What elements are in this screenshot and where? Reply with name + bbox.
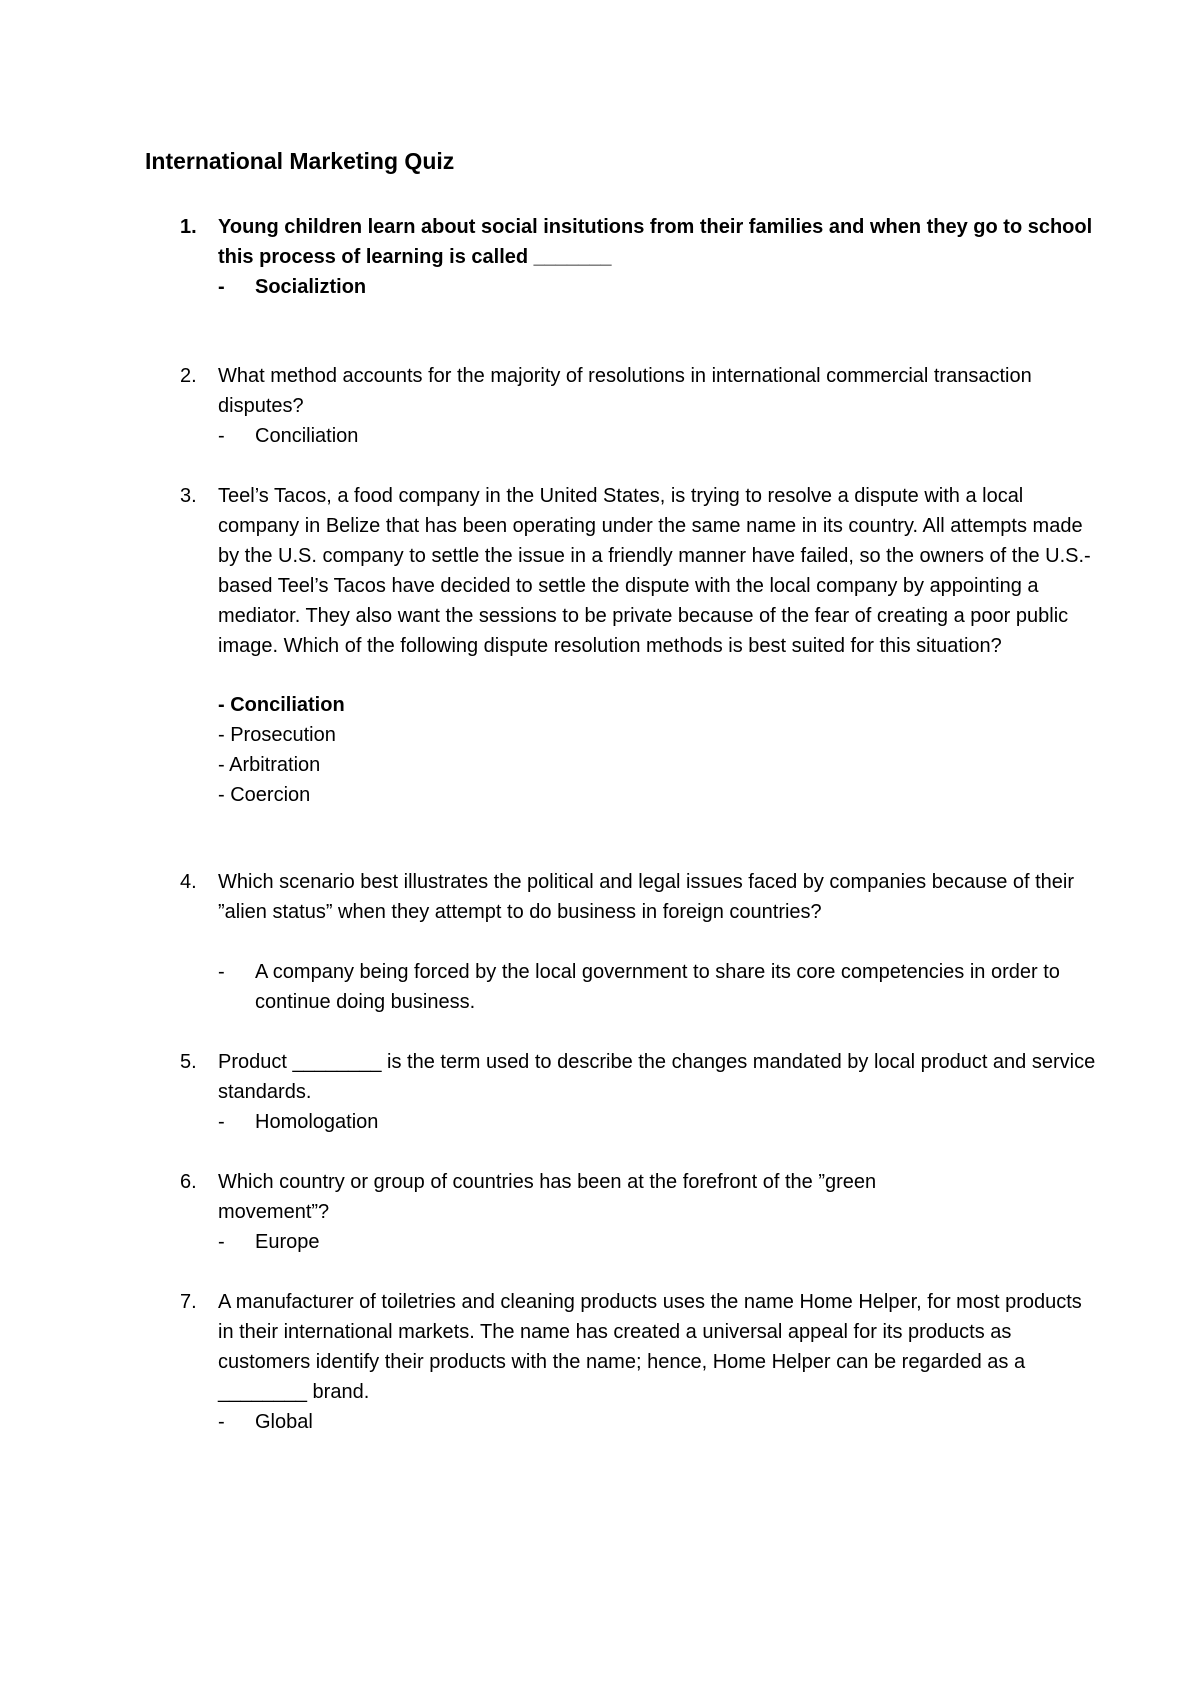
question-number: 6. — [180, 1171, 197, 1193]
answer-text: Global — [255, 1411, 313, 1433]
question-text: Product ________ is the term used to describe the changes mandated by local product and service standards. — [218, 1051, 1096, 1103]
option-item: - Prosecution — [218, 724, 336, 746]
question-text: A manufacturer of toiletries and cleaning products uses the name Home Helper, for most products in their international markets. The name has created a universal appeal for its products as customers identify their products with the name; hence, Home Helper can be regarded as a ________ brand. — [218, 1291, 1082, 1403]
option-item: - Coercion — [218, 784, 311, 806]
question-number: 1. — [180, 216, 197, 238]
question-text: Which scenario best illustrates the political and legal issues faced by companies because of their ”alien status” when they attempt to do business in foreign countries? — [218, 871, 1075, 923]
question-text: Teel’s Tacos, a food company in the United States, is trying to resolve a dispute with a local company in Belize that has been operating under the same name in its country. All attempts made by the U.S. company to settle the issue in a friendly manner have failed, so the owners of the U.S.-based Teel’s Tacos have decided to settle the dispute with the local company by appointing a mediator. They also want the sessions to be private because of the fear of creating a poor public image. Which of the following dispute resolution methods is best suited for this situation? — [218, 485, 1091, 657]
page-title: International Marketing Quiz — [145, 148, 455, 174]
question-number: 2. — [180, 365, 197, 387]
question-text: Which country or group of countries has been at the forefront of the ”green movement”? — [218, 1171, 877, 1223]
answer — [218, 1407, 1098, 1437]
answer — [218, 957, 1098, 1017]
question-number: 3. — [180, 485, 197, 507]
answer — [218, 272, 1098, 302]
answer-dash: - — [218, 1111, 225, 1133]
answer-dash: - — [218, 276, 225, 298]
question-number: 5. — [180, 1051, 197, 1073]
question-text: What method accounts for the majority of resolutions in international commercial transaction disputes? — [218, 365, 1032, 417]
answer-dash: - — [218, 1411, 225, 1433]
answer — [218, 1227, 1098, 1257]
answer-dash: - — [218, 425, 225, 447]
question-number: 7. — [180, 1291, 197, 1313]
question-number: 4. — [180, 871, 197, 893]
answer-dash: - — [218, 961, 225, 983]
option-item: - Conciliation — [218, 694, 345, 716]
answer-text: Conciliation — [255, 425, 359, 447]
answer — [218, 1107, 1098, 1137]
answer-text: A company being forced by the local government to share its core competencies in order to continue doing business. — [255, 961, 1060, 1013]
question-text: Young children learn about social insitutions from their families and when they go to school this process of learning is called _______ — [218, 216, 1093, 268]
answer-text: Europe — [255, 1231, 320, 1253]
answer-dash: - — [218, 1231, 225, 1253]
answer-text: Homologation — [255, 1111, 379, 1133]
option-item: - Arbitration — [218, 754, 321, 776]
answer-text: Socializtion — [255, 276, 367, 298]
answer — [218, 421, 1098, 451]
